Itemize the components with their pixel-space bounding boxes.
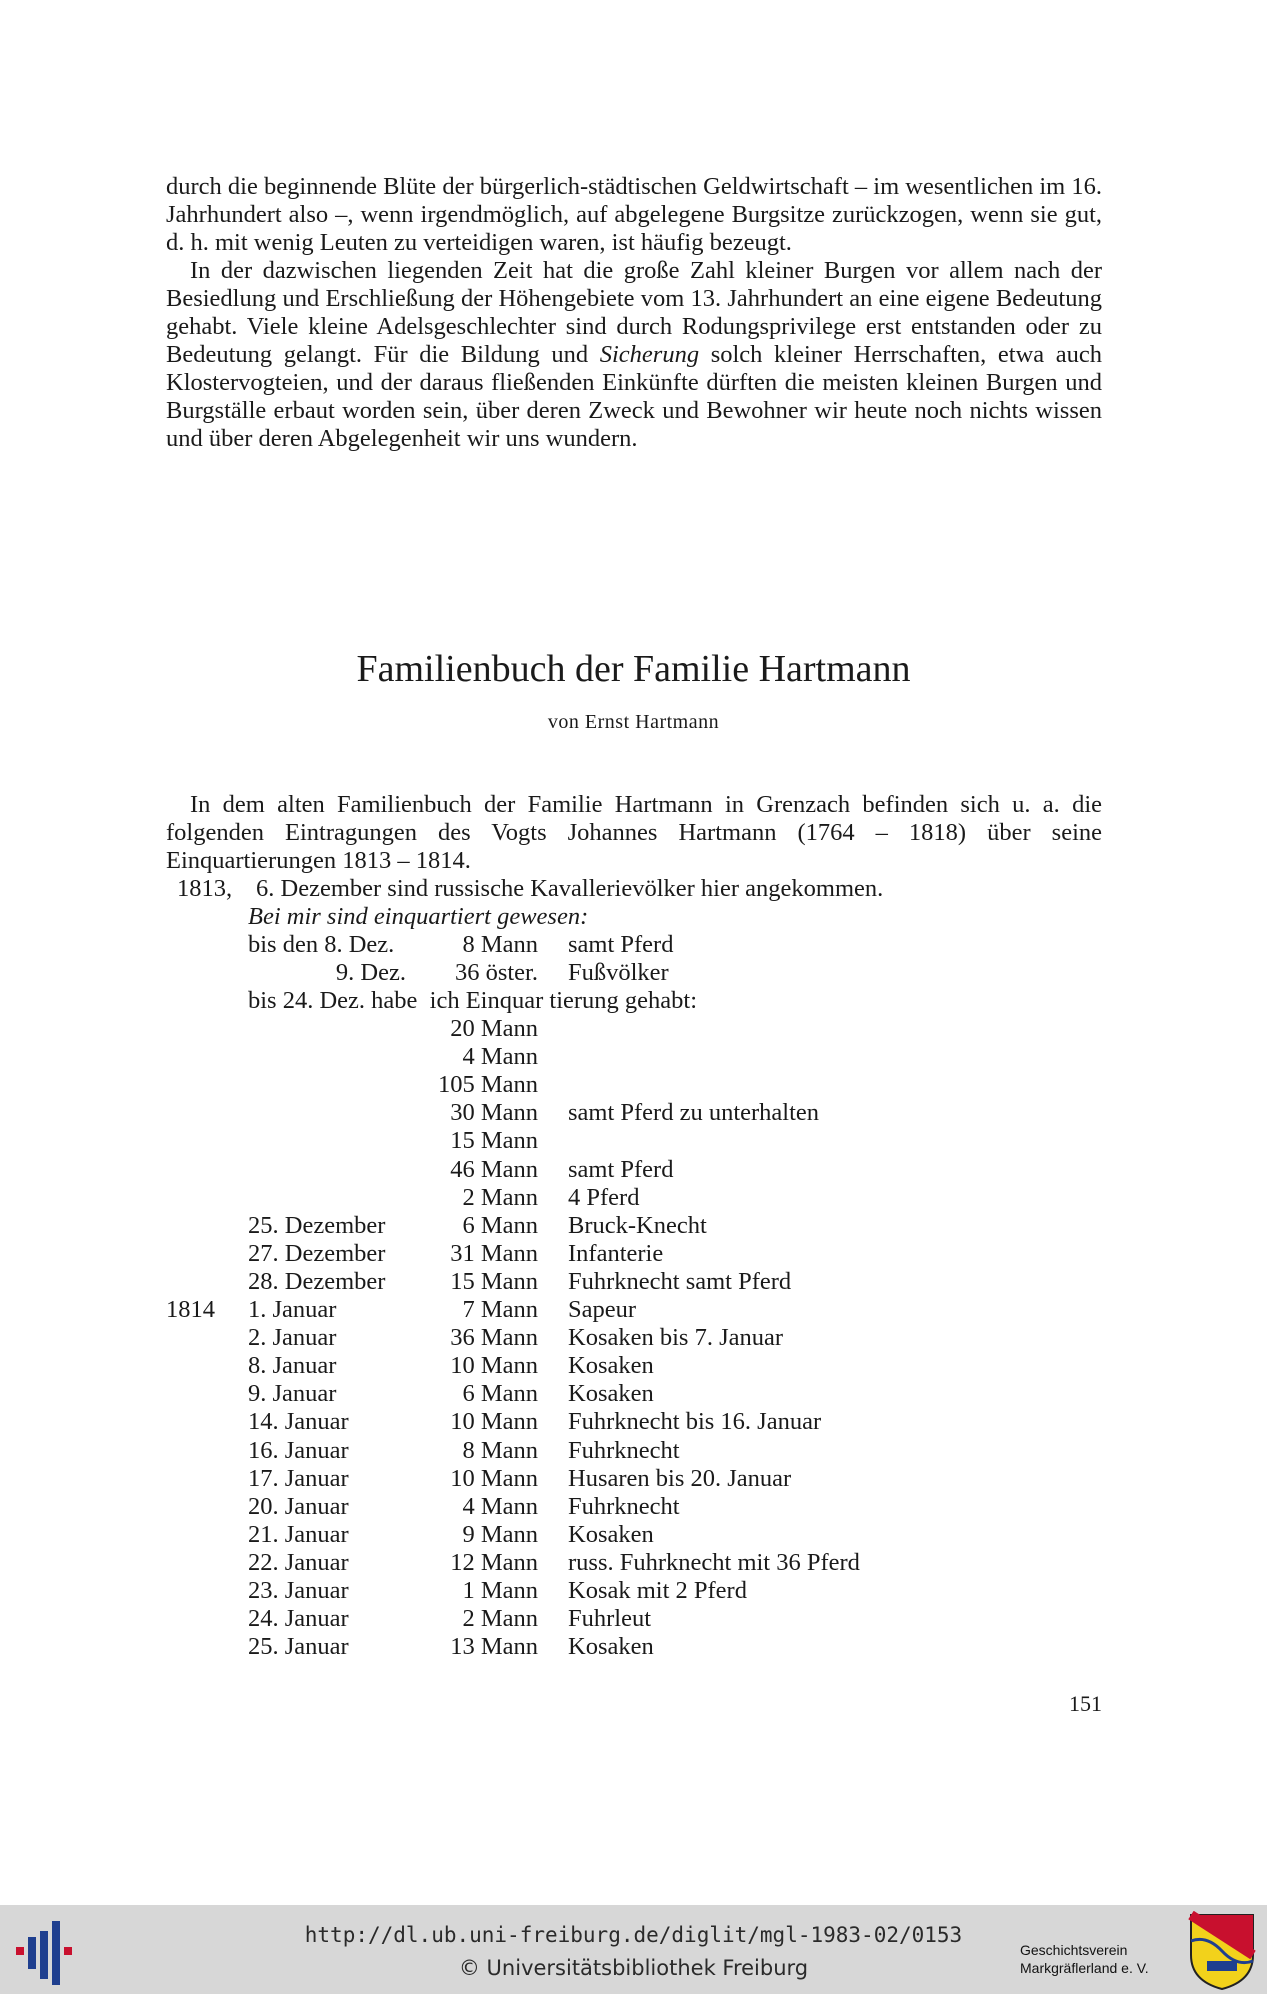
row-note: Kosak mit 2 Pferd (568, 1577, 747, 1604)
row-men: 4 Mann (462, 1043, 538, 1071)
row-men: 2 Mann (462, 1605, 538, 1633)
footer-url-link[interactable]: http://dl.ub.uni-freiburg.de/diglit/mgl-1983-02/0153 (304, 1923, 963, 1947)
row-men: 10 Mann (450, 1464, 538, 1492)
paragraph-2-part-a: In der dazwischen liegenden Zeit hat die große Zahl kleiner Burgen vor allem nach der Besiedlung und Erschließung der Höhengebiete vom 13. Jahrhundert an eine eigene Bedeutung gehabt. Viele kleine Adelsgeschlechter sind durch Rodungsprivilege erst entstanden oder zu Bedeutung gelangt. Für die Bildung und (166, 257, 1102, 368)
row-note: russ. Fuhrknecht mit 36 Pferd (568, 1548, 860, 1576)
row-note: Kosaken (568, 1633, 654, 1661)
row-note: samt Pferd zu unterhalten (568, 1099, 820, 1127)
paragraph-2 (166, 257, 1102, 453)
paragraph-1: durch die beginnende Blüte der bürgerlich-städtischen Geldwirtschaft – im wesentlichen im 16. Jahrhundert also –, wenn irgendmöglich, auf abgelegene Burgsitze zurückzogen, wenn sie gut, d. h. mit wenig Leuten zu verteidigen waren, ist häufig bezeugt. (166, 173, 1102, 256)
row-note: Bruck-Knecht (568, 1211, 707, 1239)
row-men: 10 Mann (450, 1352, 538, 1380)
row-men: 6 Mann (462, 1211, 538, 1239)
row-date: 28. Dezember (248, 1267, 386, 1295)
org-line-1: Geschichtsverein (1020, 1942, 1128, 1958)
entry-year: 1813, (177, 875, 233, 902)
intro-text-block (166, 173, 1102, 453)
row-note: Fuhrknecht (568, 1436, 680, 1464)
row-year: 1814 (166, 1296, 215, 1323)
row-men: 31 Mann (450, 1239, 538, 1267)
row-men: 46 Mann (450, 1155, 538, 1183)
row-date: 24. Januar (248, 1605, 349, 1633)
article-title: Familienbuch der Familie Hartmann (356, 648, 911, 690)
row-men: 13 Mann (450, 1633, 538, 1661)
row-note: Husaren bis 20. Januar (568, 1464, 792, 1492)
line-note: samt Pferd (568, 931, 674, 958)
row-men: 105 Mann (437, 1071, 538, 1099)
row-date: 1. Januar (248, 1296, 337, 1323)
row-men: 10 Mann (450, 1408, 538, 1436)
row-date: 22. Januar (248, 1548, 349, 1576)
row-note: Infanterie (568, 1239, 664, 1267)
row-note: Kosaken (568, 1352, 654, 1380)
row-men: 2 Mann (462, 1183, 538, 1211)
row-date: 9. Januar (248, 1380, 337, 1408)
row-men: 9 Mann (462, 1520, 538, 1548)
row-date: 20. Januar (248, 1492, 349, 1520)
org-line-2: Markgräflerland e. V. (1020, 1960, 1149, 1976)
row-date: 8. Januar (248, 1352, 337, 1380)
line-text: bis 24. Dez. habe ich Einquar tierung gehabt: (248, 987, 698, 1014)
row-men: 20 Mann (450, 1015, 538, 1042)
paragraph-2-emphasis: Sicherung (599, 341, 700, 368)
row-men: 4 Mann (462, 1492, 538, 1520)
italic-subheading: Bei mir sind einquartiert gewesen: (248, 903, 589, 930)
row-note: Fuhrleut (568, 1605, 652, 1633)
row-men: 12 Mann (450, 1548, 538, 1576)
row-note: Fuhrknecht (568, 1492, 680, 1520)
coat-of-arms-icon (1187, 1911, 1257, 1991)
row-date: 14. Januar (248, 1408, 349, 1436)
row-men: 7 Mann (462, 1296, 538, 1323)
line-date: 9. Dez. (335, 959, 406, 986)
page-number: 151 (1069, 1691, 1102, 1716)
row-men: 15 Mann (450, 1127, 538, 1155)
row-men: 1 Mann (462, 1577, 538, 1604)
row-date: 27. Dezember (248, 1239, 386, 1267)
row-date: 21. Januar (248, 1520, 349, 1548)
line-note: Fußvölker (568, 959, 669, 986)
row-men: 30 Mann (450, 1099, 538, 1127)
row-men: 6 Mann (462, 1380, 538, 1408)
article-intro: In dem alten Familienbuch der Familie Hartmann in Grenzach befinden sich u. a. die folgenden Eintragungen des Vogts Johannes Hartmann (1764 – 1818) über seine Einquartierungen 1813 – 1814. (166, 791, 1102, 874)
row-note: Fuhrknecht samt Pferd (568, 1267, 792, 1295)
row-note: Sapeur (568, 1296, 637, 1323)
row-note: samt Pferd (568, 1155, 674, 1183)
row-men: 36 Mann (450, 1324, 538, 1352)
entry-text: 6. Dezember sind russische Kavallerievölker hier angekommen. (256, 875, 884, 902)
row-date: 25. Januar (248, 1633, 349, 1661)
line-men: 36 öster. (454, 959, 538, 986)
paragraph-2-part-b: solch kleiner Herrschaften, etwa auch Klostervogteien, und der daraus fließenden Einkünfte dürften die meisten kleinen Burgen und Burgställe erbaut worden sein, über deren Zweck und Bewohner wir heute noch nichts wissen und über deren Abgelegenheit wir uns wundern. (166, 341, 1103, 452)
row-date: 2. Januar (248, 1324, 337, 1352)
footer-bar (0, 1905, 1267, 1994)
row-date: 25. Dezember (248, 1211, 386, 1239)
line-date: bis den 8. Dez. (248, 931, 395, 958)
line-men: 8 Mann (462, 931, 538, 958)
row-men: 8 Mann (462, 1436, 538, 1464)
footer-organization (1020, 1941, 1180, 1977)
row-date: 23. Januar (248, 1577, 349, 1604)
row-date: 16. Januar (248, 1436, 349, 1464)
row-note: Kosaken bis 7. Januar (568, 1324, 784, 1352)
row-note: Kosaken (568, 1520, 654, 1548)
row-note: Kosaken (568, 1380, 654, 1408)
article-author: von Ernst Hartmann (547, 711, 720, 733)
row-note: Fuhrknecht bis 16. Januar (568, 1408, 822, 1436)
row-men: 15 Mann (450, 1267, 538, 1295)
row-note: 4 Pferd (568, 1183, 640, 1211)
row-date: 17. Januar (248, 1464, 349, 1492)
footer-copyright: © Universitätsbibliothek Freiburg (458, 1956, 809, 1980)
